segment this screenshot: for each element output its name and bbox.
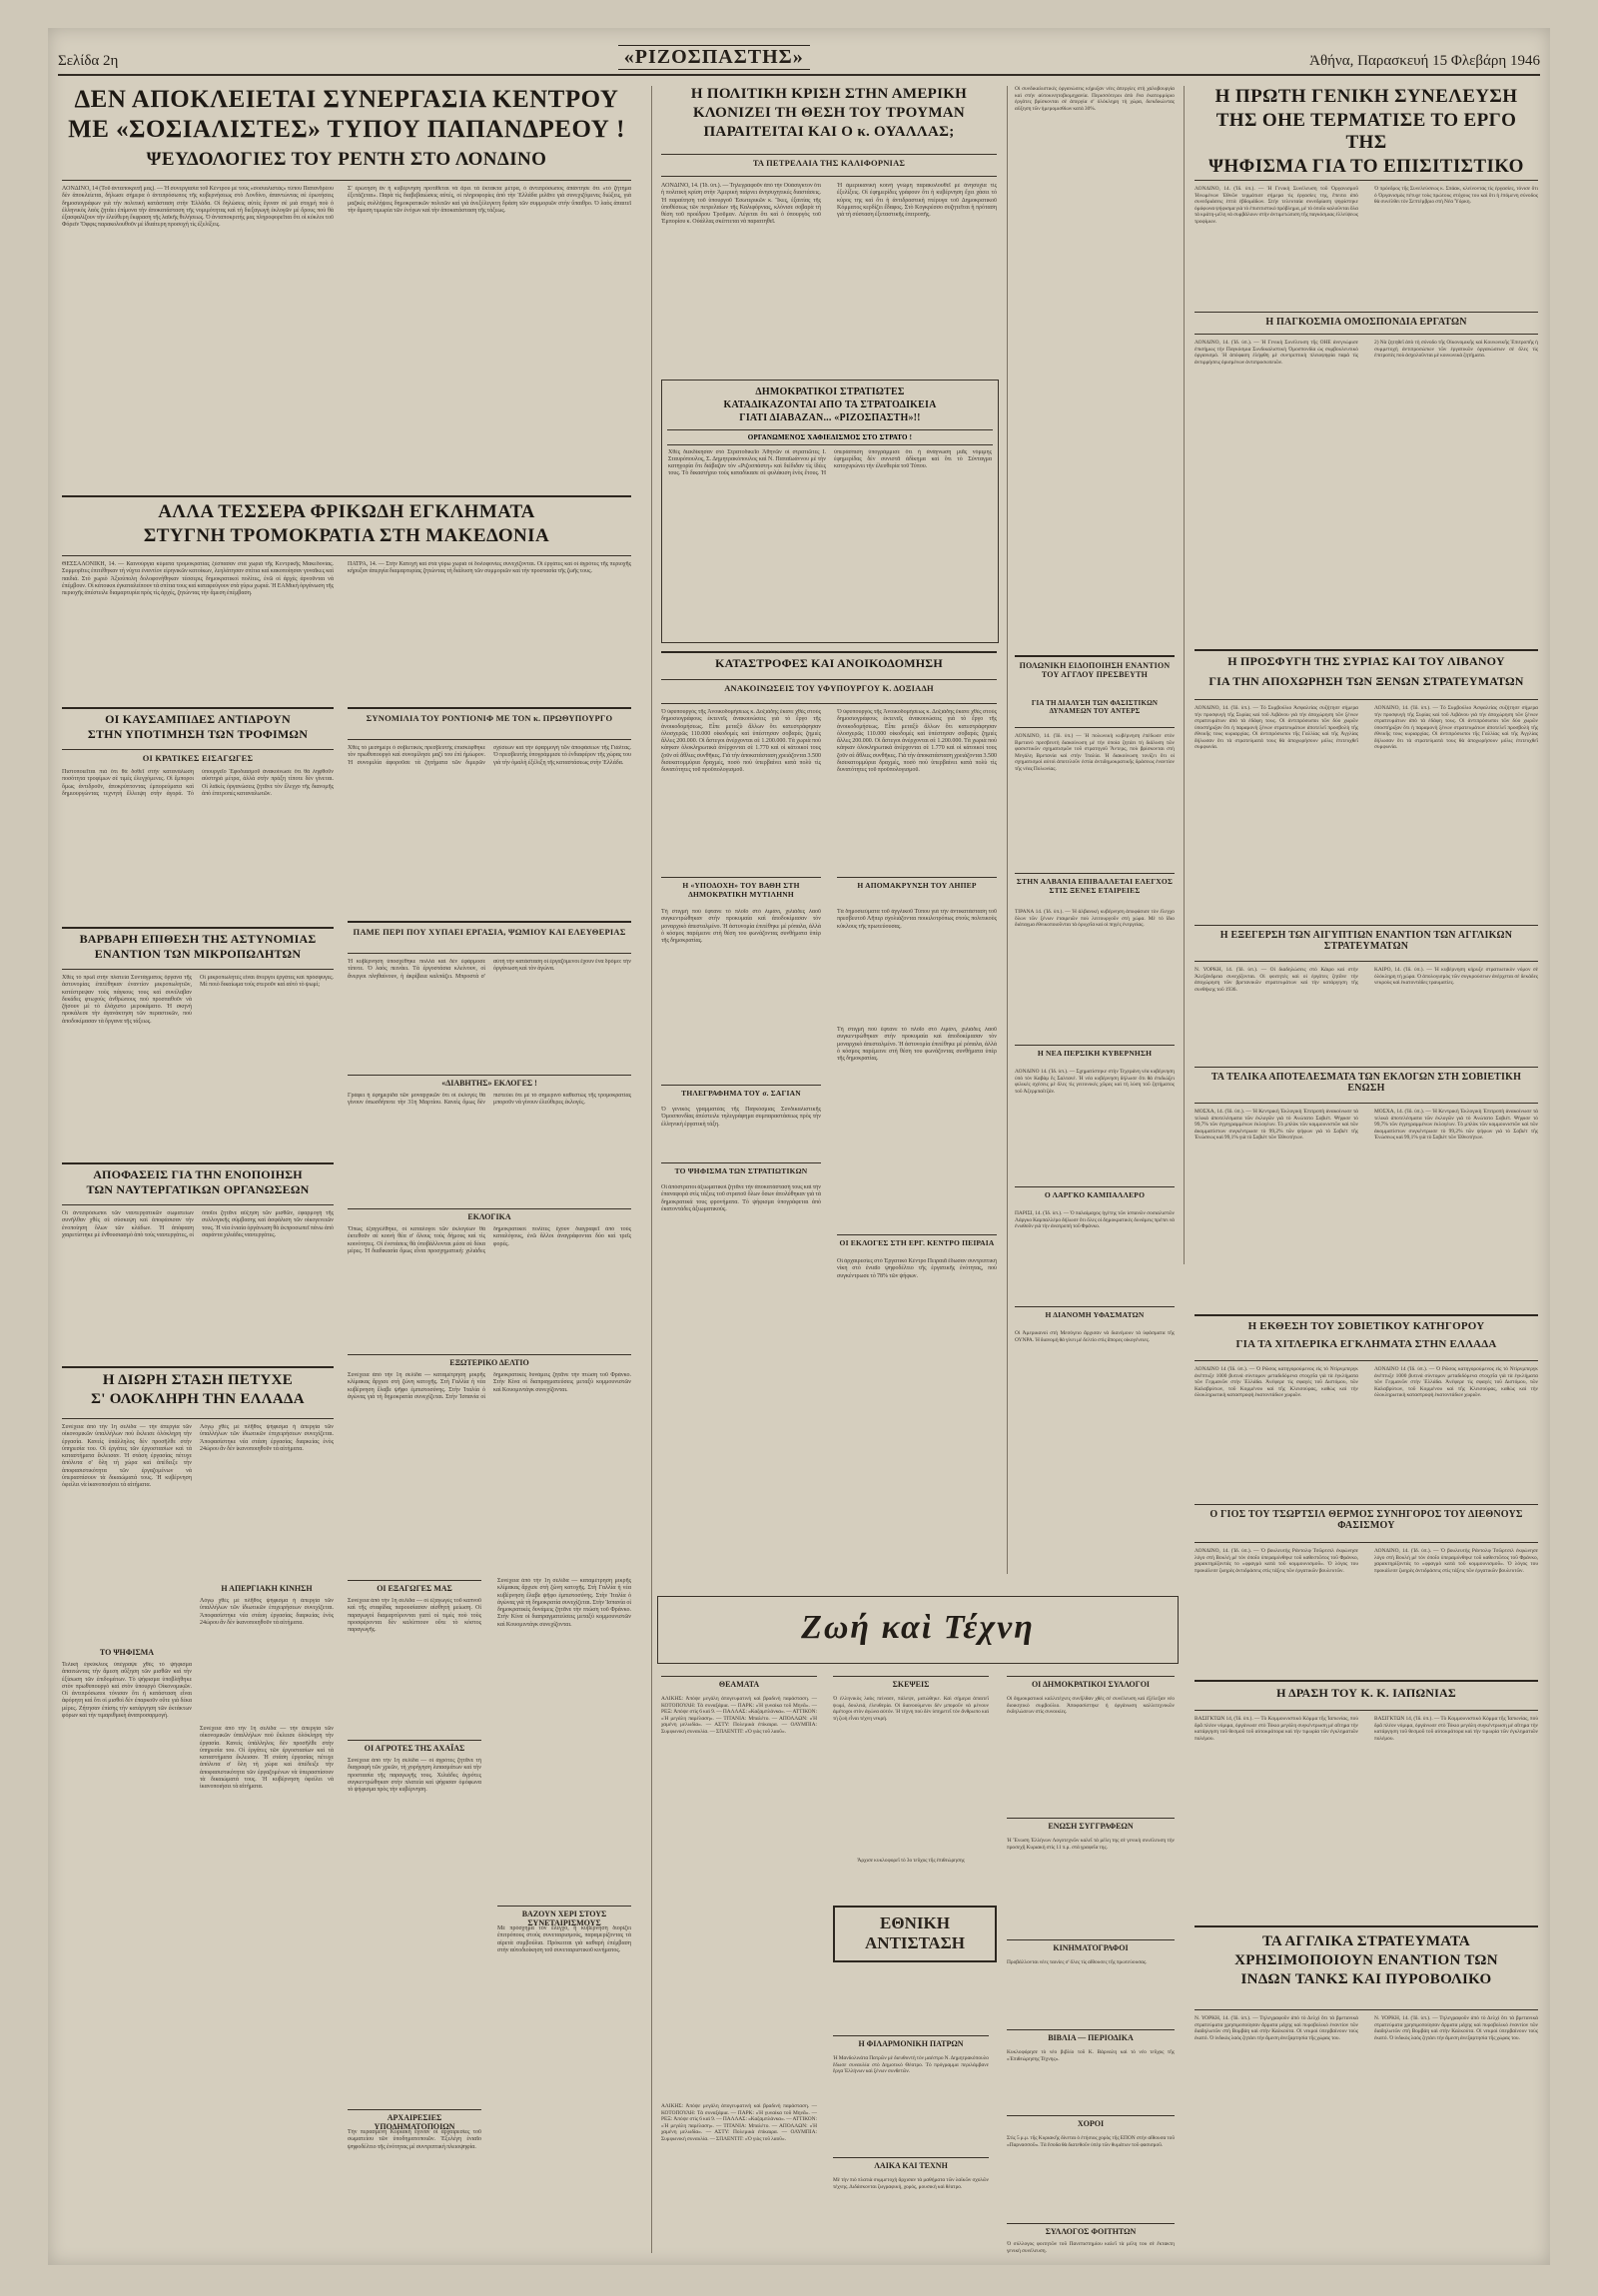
ypodoxi-text: Τὴ στιγμὴ ποὺ ἔφτανε τὸ πλοῖο στὸ λιμάνι, χιλιάδες λαοῦ συγκεντρώθηκαν στὴν προκυμαία καὶ ἀποδοκίμασαν τὸν μοναρχικὸ ἀπεσταλμένο. Ἡ ἀστυνομία ἐπιτέθηκε μὲ ρόπαλα, ἀλλὰ ὁ κόσμος παρέμεινε στὴ θέση του φωνάζοντας συνθήματα ὑπὲρ τῆς δημοκρατίας. — [661, 909, 821, 945]
apofaseis-headline-2: ΤΩΝ ΝΑΥΤΕΡΓΑΤΙΚΩΝ ΟΡΓΑΝΩΣΕΩΝ — [86, 1182, 310, 1197]
deltio-text: Συνέχεια ἀπὸ τὴν 1η σελίδα — καταμέτρηση μικρῆς κλίμακας ἄρχισε στὴ ζώνη κατοχῆς. Στὴ Γαλλία ἡ νέα κυβέρνηση ἔλαβε ψῆφο ἐμπιστοσύνης. Στὴν Ἰταλία ὁ ἀγώνας γιὰ τὴ δημοκρατία συνεχίζεται. Στὴν Ἱσπανία οἱ δημοκρατικὲς δυνάμεις ζητᾶνε τὴν πτώση τοῦ Φράνκο. Στὴν Κίνα οἱ διαπραγματεύσεις μεταξὺ κομμουνιστῶν καὶ Κουομιντάγκ συνεχίζονται. — [348, 1372, 631, 1400]
deltio-head: ΕΞΩΤΕΡΙΚΟ ΔΕΛΤΙΟ — [348, 1354, 631, 1367]
laika-head: ΛΑΙΚΑ ΚΑΙ ΤΕΧΝΗ — [833, 2157, 989, 2170]
prosfygi-head-1: Η ΠΡΟΣΦΥΓΗ ΤΗΣ ΣΥΡΙΑΣ ΚΑΙ ΤΟΥ ΛΙΒΑΝΟΥ — [1195, 649, 1538, 668]
apokir-head: Η ΑΠΟΜΑΚΡΥΝΣΗ ΤΟΥ ΛΗΠΕΡ — [837, 877, 997, 890]
psifisma-head: ΤΟ ΨΗΦΙΣΜΑ ΤΩΝ ΣΤΡΑΤΙΩΤΙΚΩΝ — [661, 1162, 821, 1175]
col4-headline-block — [661, 86, 997, 140]
katigoro-text-2: ΛΟΝΔΙΝΟ 14 (Ἰδ. ὑπ.). — Ὁ Ρῶσος κατηγορούμενος εἰς τὸ Ντίρνμπεργκ ἀνέπτυξε 1000 βυτινά σύντομον μεταδιδόμενα στοιχεῖα γιὰ τὰ ἐγκλήματα τῶν Γερμανῶν στὴν Ἑλλάδα. Ἀνέφερε τὶς σφαγὲς τοῦ Διστόμου, τῶν Καλαβρύτων, τοῦ Κομμένου καὶ τῆς Κλεισούρας, καθὼς καὶ τὴν ὁλοκληρωτικὴ καταστροφὴ ἑκατοντάδων χωριῶν. — [1374, 1366, 1538, 1398]
diori-sub1-text: Λόγῳ χθὲς μὲ πλῆθος ψήφισμα ἡ ἀπεργία τῶν ὑπαλλήλων τῶν ἰδιωτικῶν ἐπιχειρήσεων συνεχίζεται. Ἀποφασίστηκε νέα στάση ἐργασίας διαρκείας ἑνὸς 24ώρου ἂν δὲν ἱκανοποιηθοῦν τὰ αἰτήματα. — [200, 1598, 334, 1626]
ethniki-antistasi-box — [833, 1906, 997, 1962]
col4-headline-3: ΠΑΡΑΙΤΕΙΤΑΙ ΚΑΙ Ο κ. ΟΥΑΛΛΑΣ; — [703, 123, 955, 140]
dimokratikoi-head-1: ΔΗΜΟΚΡΑΤΙΚΟΙ ΣΤΡΑΤΙΩΤΕΣ — [755, 386, 905, 397]
ekloges-text: Οἱ ἀρχαιρεσίες στὸ Ἐργατικὸ Κέντρο Πειραιᾶ ἔδωσαν συντριπτικὴ νίκη στὸ ἑνιαῖο ψηφοδέλτιο τῆς ἐργατικῆς ἑνότητας, ποὺ συγκέντρωσε τὸ 78% τῶν ψήφων. — [837, 1258, 997, 1279]
ekloges-sov-head: ΤΑ ΤΕΛΙΚΑ ΑΠΟΤΕΛΕΣΜΑΤΑ ΤΩΝ ΕΚΛΟΓΩΝ ΣΤΗ ΣΟΒΙΕΤΙΚΗ ΕΝΩΣΗ — [1195, 1067, 1538, 1094]
pagkosmia-head: Η ΠΑΓΚΟΣΜΙΑ ΟΜΟΣΠΟΝΔΙΑ ΕΡΓΑΤΩΝ — [1195, 312, 1538, 328]
diori-headline-block — [62, 1372, 334, 1408]
katigoro-head-1: Η ΕΚΘΕΣΗ ΤΟΥ ΣΟΒΙΕΤΙΚΟΥ ΚΑΤΗΓΟΡΟΥ — [1195, 1314, 1538, 1332]
pagkosmia-text: ΛΟΝΔΙΝΟ, 14. (Ἰδ. ὑπ.). — Ἡ Γενικὴ Συνέλευση τῆς ΟΗΕ ἀνεγνώρισε ἐπισήμως τὴν Παγκόσμια Συνδικαλιστικὴ Ὁμοσπονδία ὡς συμβουλευτικὸ ὀργανισμό. Ἡ ἀπόφαση ἐλήφθη μὲ συντριπτικὴ πλειοψηφία παρὰ τὶς ἀντιρρήσεις ὁρισμένων ἀντιπροσωπειῶν. — [1195, 340, 1358, 366]
ethniki-note: Ἄρχισε κυκλοφορεῖ τὸ 3ο τεῦχος τῆς ἐπιθεώρησης — [857, 1858, 965, 1864]
diori-text-b: Λόγῳ χθὲς μὲ πλῆθος ψήφισμα ἡ ἀπεργία τῶν ὑπαλλήλων τῶν ἰδιωτικῶν ἐπιχειρήσεων συνεχίζεται. Ἀποφασίστηκε νέα στάση ἐργασίας διαρκείας ἑνὸς 24ώρου ἂν δὲν ἱκανοποιηθοῦν τὰ αἰτήματα. — [200, 1424, 334, 1452]
col4-headline-2: ΚΛΟΝΙΖΕΙ ΤΗ ΘΕΣΗ ΤΟΥ ΤΡΟΥΜΑΝ — [692, 104, 966, 121]
zoi-kai-texni-banner — [657, 1596, 1179, 1664]
dimokratikoi-rule-2 — [667, 444, 993, 445]
apofaseis-headline-block — [62, 1168, 334, 1197]
col4-rule-1 — [661, 154, 997, 155]
giosos-rule — [1195, 1542, 1538, 1543]
diori-text: Συνέχεια ἀπὸ τὴν 1η σελίδα — τὴν ἀπεργία τῶν οἰκονομικῶν ὑπαλλήλων ποὺ ἔκλεισε ὁλόκληρη τὴν ἐργασία. Κανεὶς ὑπάλληλος δὲν προσῆλθε στὴν ὑπηρεσία του. Οἱ ἐργάτες τῶν ἐργοστασίων καὶ τὰ καταστήματα ἔκλεισαν. Ἡ στάση ἐργασίας πέτυχε ἀπόλυτα σ' ὅλη τὴ χώρα καὶ ἀπέδειξε τὴν ἀποφασιστικότητα τῶν ἐργαζομένων νὰ ὑπερασπίσουν τὰ δικαιώματά τους. Ἡ κυβέρνηση ὀφείλει νὰ ἱκανοποιήσει τὰ αἰτήματα. — [62, 1424, 192, 1489]
anak-rule — [661, 703, 997, 704]
col4-sub: ΤΑ ΠΕΤΡΕΛΑΙΑ ΤΗΣ ΚΑΛΙΦΟΡΝΙΑΣ — [752, 158, 906, 168]
diori-sub1-head: Η ΑΠΕΡΓΙΑΚΗ ΚΙΝΗΣΗ — [221, 1584, 313, 1593]
vazoun-text: Μὲ πρόσχημα τὸν ἔλεγχο, ἡ κυβέρνηση διορίζει ἐπιτρόπους στοὺς συνεταιρισμούς, παραμερίζοντας τὰ αἱρετὰ συμβούλια. Πρόκειται γιὰ καθαρὴ ἐπέμβαση στὴν αὐτοδιοίκηση τοῦ συνεταιριστικοῦ κινήματος. — [497, 1925, 631, 1953]
diori-overflow-text: Συνέχεια ἀπὸ τὴν 1η σελίδα — τὴν ἀπεργία τῶν οἰκονομικῶν ὑπαλλήλων ποὺ ἔκλεισε ὁλόκληρη τὴν ἐργασία. Κανεὶς ὑπάλληλος δὲν προσῆλθε στὴν ὑπηρεσία του. Οἱ ἐργάτες τῶν ἐργοστασίων καὶ τὰ καταστήματα ἔκλεισαν. Ἡ στάση ἐργασίας πέτυχε ἀπόλυτα σ' ὅλη τὴ χώρα καὶ ἀπέδειξε τὴν ἀποφασιστικότητα τῶν ἐργαζομένων νὰ ὑπερασπίσουν τὰ δικαιώματά τους. Ἡ κυβέρνηση ὀφείλει νὰ ἱκανοποιήσει τὰ αἰτήματα. — [200, 1726, 334, 1791]
varvari-text-2: Οἱ μικροπωλητὲς εἶναι ἄνεργοι ἐργάτες καὶ πρόσφυγες. Μὲ ποιὸ δικαίωμα τοὺς στεροῦν καὶ αὐτὸ τὸ ψωμί; — [200, 975, 334, 989]
laika-text: Μὲ τὴν πιὸ πλατιὰ συμμετοχὴ ἄρχισαν τὰ μαθήματα τῶν λαϊκῶν σχολῶν τέχνης. Διδάσκονται ζωγραφική, χορός, μουσικὴ καὶ θέατρο. — [833, 2177, 989, 2190]
enosi-text: Ἡ Ἕνωση Ἑλλήνων Λογοτεχνῶν καλεῖ τὰ μέλη της σὲ γενικὴ συνέλευση τὴν προσεχῆ Κυριακὴ στὶς 11 π.μ. στὰ γραφεῖα της. — [1007, 1838, 1175, 1851]
diori-sub2-text: Τελικὴ ἐγκύκλιος ὑπέγραψε χθὲς τὸ ψήφισμα ἀπαιτώντας τὴν ἄμεση αὔξηση τῶν μισθῶν καὶ τὴν ἐξίσωση τῶν ἐπιδομάτων. Τὸ ψήφισμα ὑποβλήθηκε στὸν πρωθυπουργὸ καὶ στὸν ὑπουργὸ Οἰκονομικῶν. Οἱ ἀντιπρόσωποι τόνισαν ὅτι ἡ κατάσταση εἶναι ἀφόρητη καὶ ὅτι οἱ μισθοὶ δὲν ἐπαρκοῦν οὔτε γιὰ δέκα μέρες. Ζήτησαν ἐπίσης τὴν κατάργηση τῶν ἐκτάκτων φόρων καὶ τὴν τιμαριθμικὴ ἀναπροσαρμογή. — [62, 1662, 192, 1720]
ethniki-title-1: ΕΘΝΙΚΗ — [880, 1913, 950, 1932]
varvari-top-rule — [62, 927, 334, 929]
zoi-kai-texni-title: Ζωή καὶ Τέχνη — [801, 1609, 1035, 1646]
kkiaponias-text: ΒΑΣΙΓΚΤΩΝ 14, (Ἰδ. ὑπ.). — Τὸ Κομμουνιστικὸ Κόμμα τῆς Ἰαπωνίας, ποὺ δρᾶ πλέον νόμιμα, ὀργάνωσε στὸ Τόκιο μεγάλη συγκέντρωση μὲ αἴτημα τὴν κατάργηση τοῦ θεσμοῦ τοῦ αὐτοκράτορα καὶ τὴν τιμωρία τῶν ἐγκληματιῶν πολέμου. — [1195, 1716, 1358, 1742]
katastrofes-rule — [661, 679, 997, 680]
persia-head: Η ΝΕΑ ΠΕΡΣΙΚΗ ΚΥΒΕΡΝΗΣΗ — [1015, 1045, 1175, 1058]
skepseis-head: ΣΚΕΨΕΙΣ — [833, 1676, 989, 1689]
tanks-rule — [1195, 2009, 1538, 2010]
col4-text-1: ΛΟΝΔΙΝΟ, 14. (Ἰδ. ὑπ.). — Τηλεγραφοῦν ἀπὸ τὴν Οὐάσιγκτον ὅτι ἡ πολιτικὴ κρίση στὴν Ἀμερικὴ παίρνει ἀνησυχητικὲς διαστάσεις. Ἡ παραίτηση τοῦ ὑπουργοῦ Ἐσωτερικῶν κ. Ἴκες, ἐξαιτίας τῆς ὑποθέσεως τῶν πετρελαίων τῆς Καλιφόρνιας, κλόνισε σοβαρὰ τὴ θέση τοῦ προέδρου Τροῦμαν. Λέγεται ὅτι καὶ ὁ ὑπουργὸς τοῦ Ἐμπορίου κ. Οὐάλλας σκέπτεται νὰ παραιτηθεῖ. — [661, 183, 821, 226]
ekloges-sov-text: ΜΟΣΧΑ, 14. (Ἰδ. ὑπ.). — Ἡ Κεντρικὴ Ἐκλογικὴ Ἐπιτροπὴ ἀνακοίνωσε τὰ τελικὰ ἀποτελέσματα τῶν ἐκλογῶν γιὰ τὸ Ἀνώτατο Σοβιέτ. Ψήφισε τὸ 99,7% τῶν ἐγγεγραμμένων ἐκλογέων. Τὸ μπλὸκ τῶν κομμουνιστῶν καὶ τῶν ἀκομματίστων συγκέντρωσε τὸ 99,2% τῶν ψήφων γιὰ τὸ Σοβιὲτ τῆς Ἑνώσεως καὶ 99,1% γιὰ τὸ Σοβιὲτ τῶν Ἐθνοτήτων. — [1195, 1109, 1358, 1141]
col7-headline-2: ΤΗΣ ΟΗΕ ΤΕΡΜΑΤΙΣΕ ΤΟ ΕΡΓΟ ΤΗΣ — [1215, 110, 1517, 153]
diori-rule — [62, 1418, 334, 1419]
tanks-text: Ν. ΥΟΡΚΗ, 14. (Ἰδ. ὑπ.). — Τηλεγραφοῦν ἀπὸ τὸ Δελχὶ ὅτι τὰ βρετανικὰ στρατεύματα χρησιμοποίησαν ἅρματα μάχης καὶ πυροβολικὸ ἐναντίον τῶν διαδηλωτῶν στὴ Βομβάη καὶ στὴν Καλκούτα. Οἱ νεκροὶ ὑπερβαίνουν τοὺς ἑκατό. Ὁ ἰνδικὸς λαὸς ζητάει τὴν ἄμεση ἀνεξαρτησία τῆς χώρας του. — [1195, 2015, 1358, 2041]
alvania-head: ΣΤΗΝ ΑΛΒΑΝΙΑ ΕΠΙΒΑΛΛΕΤΑΙ ΕΛΕΓΧΟΣ ΣΤΙΣ ΞΕΝΕΣ ΕΤΑΙΡΕΙΕΣ — [1015, 873, 1175, 895]
varvari-headline-1: ΒΑΡΒΑΡΗ ΕΠΙΘΕΣΗ ΤΗΣ ΑΣΤΥΝΟΜΙΑΣ — [79, 932, 317, 946]
arxaireis-head: ΑΡΧΑΙΡΕΣΙΕΣ ΥΠΟΔΗΜΑΤΟΠΟΙΩΝ — [348, 2109, 481, 2131]
pame-top-rule — [348, 921, 631, 923]
pame-text: Ἡ κυβέρνηση ὑποσχέθηκε πολλὰ καὶ δὲν ἐφάρμοσε τίποτε. Ὁ λαὸς πεινάει. Τὰ ἐργοστάσια κλείνουν, οἱ ἄνεργοι πληθαίνουν, ἡ ἀκρίβεια καλπάζει. Μπροστὰ σ' αὐτὴ τὴν κατάσταση οἱ ἐργαζόμενοι ἔχουν ἕνα δρόμο: τὴν ὀργάνωση καὶ τὸν ἀγώνα. — [348, 959, 631, 980]
ekloges-head: ΟΙ ΕΚΛΟΓΕΣ ΣΤΗ ΕΡΓ. ΚΕΝΤΡΟ ΠΕΙΡΑΙΑ — [837, 1234, 997, 1247]
paper-name: «ΡΙΖΟΣΠΑΣΤΗΣ» — [618, 45, 810, 70]
egypt-head: Η ΕΞΕΓΕΡΣΗ ΤΩΝ ΑΙΓΥΠΤΙΩΝ ΕΝΑΝΤΙΟΝ ΤΩΝ ΑΓΓΛΙΚΩΝ ΣΤΡΑΤΕΥΜΑΤΩΝ — [1195, 925, 1538, 952]
alla-top-rule — [62, 495, 631, 497]
theamata-head: ΘΕΑΜΑΤΑ — [661, 1676, 817, 1689]
xoroi-text: Στὶς 5 μ.μ. τῆς Κυριακῆς δίνεται ὁ ἐτήσιος χορὸς τῆς ΕΠΟΝ στὴν αἴθουσα τοῦ «Παρνασσοῦ». Τὰ ἔσοδα θὰ διατεθοῦν ὑπὲρ τῶν θυμάτων τοῦ φασισμοῦ. — [1007, 2135, 1175, 2148]
theamata-text: ΑΛΙΚΗΣ: Ἀπόψε μεγάλη ἀπογευματινὴ καὶ βραδινὴ παράσταση. — ΚΟΤΟΠΟΥΛΗ: Τὰ συναξάρια. — ΠΑΡΚ: «Ἡ γυναίκα τοῦ Μηνᾶ». — ΡΕΞ: Ἀπόψε στὶς 6 καὶ 9. — ΠΑΛΛΑΣ: «Καζαμπλάνκα». — ΑΤΤΙΚΟΝ: «Ἡ μεγάλη παρέλαση». — ΤΙΤΑΝΙΑ: Μπαλέτο. — ΑΠΟΛΛΩΝ: «Ἡ χαμένη μελωδία». — ΑΣΤΥ: Πολεμικὰ ἐπίκαιρα. — ΟΛΥΜΠΙΑ: Συμφωνικὴ συναυλία. — ΣΠΛΕΝΤΙΤ: «Ὁ γιὸς τοῦ λαοῦ». — [661, 1696, 817, 1735]
eklogika-head: ΕΚΛΟΓΙΚΑ — [348, 1208, 631, 1221]
symmaxia-text: Χθὲς τὸ μεσημέρι ὁ σοβιετικὸς πρεσβευτὴς ἐπισκέφθηκε τὸν πρωθυπουργὸ καὶ συνομίλησε μαζί του ἐπὶ ἡμίωρον. Ἡ συνομιλία ἀφοροῦσε τὰ ζητήματα τῶν διμερῶν σχέσεων καὶ τὴν ἐφαρμογὴ τῶν ἀποφάσεων τῆς Γιάλτας. Ὁ πρεσβευτὴς ὑπογράμμισε τὸ ἐνδιαφέρον τῆς χώρας του γιὰ τὴν ὁμαλὴ ἐξέλιξη τῆς καταστάσεως στὴν Ἑλλάδα. — [348, 745, 631, 766]
col5-right-filler: Τὴ στιγμὴ ποὺ ἔφτανε τὸ πλοῖο στὸ λιμάνι, χιλιάδες λαοῦ συγκεντρώθηκαν στὴν προκυμαία καὶ ἀποδοκίμασαν τὸν μοναρχικὸ ἀπεσταλμένο. Ἡ ἀστυνομία ἐπιτέθηκε μὲ ρόπαλα, ἀλλὰ ὁ κόσμος παρέμεινε στὴ θέση του φωνάζοντας συνθήματα ὑπὲρ τῆς δημοκρατίας. — [837, 1027, 997, 1063]
col4-rule-2 — [661, 176, 997, 177]
alla-rule — [62, 555, 631, 556]
persia-text: ΛΟΝΔΙΝΟ 14. (Ἰδ. ὑπ.). — Σχηματίστηκε στὴν Τεχεράνη νέα κυβέρνηση ὑπὸ τὸν Καβὰμ ἒς Σαλτανέ. Ἡ νέα κυβέρνηση δήλωσε ὅτι θὰ ἐπιδιώξει φιλικὲς σχέσεις μὲ ὅλες τὶς γειτονικὲς χῶρες καὶ τὴ λύση τοῦ ζητήματος τοῦ Ἀζερμπαϊτζάν. — [1015, 1069, 1175, 1095]
dimokratikoi-box — [661, 380, 999, 643]
alla-headline-2: ΣΤΥΓΝΗ ΤΡΟΜΟΚΡΑΤΙΑ ΣΤΗ ΜΑΚΕΔΟΝΙΑ — [143, 525, 550, 547]
exagoges-head: ΟΙ ΕΞΑΓΩΓΕΣ ΜΑΣ — [348, 1580, 481, 1593]
exagoges-text: Συνέχεια ἀπὸ τὴν 1η σελίδα — οἱ ἐξαγωγὲς τοῦ καπνοῦ καὶ τῆς σταφίδας παρουσίασαν αἰσθητὴ μείωση. Οἱ παραγωγοὶ διαμαρτύρονται γιατὶ οἱ τιμὲς ποὺ τοὺς προσφέρονται δὲν καλύπτουν οὔτε τὸ κόστος παραγωγῆς. — [348, 1598, 481, 1634]
dimokratikos-syllogos-text: Οἱ δημοκρατικοὶ καλλιτέχνες συνῆλθαν χθὲς σὲ συνέλευση καὶ ἐξέλεξαν νέο διοικητικὸ συμβούλιο. Ἀποφασίστηκε ἡ ὀργάνωση καλλιτεχνικῶν ἐκδηλώσεων στὶς συνοικίες. — [1007, 1696, 1175, 1715]
katastrofes-text-2: Ὁ ὑφυπουργὸς τῆς Ἀνοικοδομήσεως κ. Δοξιάδης ἔκανε χθὲς στοὺς δημοσιογράφους ἐκτενεῖς ἀνακοινώσεις γιὰ τὸ ἔργο τῆς ἀνοικοδομήσεως. Εἶπε μεταξὺ ἄλλων ὅτι κατεστράφησαν ὁλοσχερῶς 110.000 οἰκοδομὲς καὶ ὑπέστησαν σοβαρὲς ζημιὲς ἄλλες 200.000. Οἱ ἄστεγοι ἀνέρχονται σὲ 1.200.000. Τὰ χωριὰ ποὺ κάηκαν ὁλοκληρωτικὰ ἀνέρχονται σὲ 1.770 καὶ οἱ κάτοικοί τους ζοῦν σὲ ἄθλιες συνθῆκες. Γιὰ τὴν ἀποκατάσταση χρειάζονται 3.500 δισεκατομμύρια δραχμές, ποσὸ ποὺ ὑπερβαίνει κατὰ πολὺ τὶς δυνατότητες τοῦ προϋπολογισμοῦ. — [837, 709, 997, 774]
col4-headline-1: Η ΠΟΛΙΤΙΚΗ ΚΡΙΣΗ ΣΤΗΝ ΑΜΕΡΙΚΗ — [690, 86, 968, 102]
varvari-headline-2: ΕΝΑΝΤΙΟΝ ΤΩΝ ΜΙΚΡΟΠΩΛΗΤΩΝ — [94, 947, 302, 962]
col3-right-text-a: Συνέχεια ἀπὸ τὴν 1η σελίδα — καταμέτρηση μικρῆς κλίμακας ἄρχισε στὴ ζώνη κατοχῆς. Στὴ Γαλλία ἡ νέα κυβέρνηση ἔλαβε ψῆφο ἐμπιστοσύνης. Στὴν Ἰταλία ὁ ἀγώνας γιὰ τὴ δημοκρατία συνεχίζεται. Στὴν Ἱσπανία οἱ δημοκρατικὲς δυνάμεις ζητᾶνε τὴν πτώση τοῦ Φράνκο. Στὴν Κίνα οἱ διαπραγματεύσεις μεταξὺ κομμουνιστῶν καὶ Κουομιντάγκ συνεχίζονται. — [497, 1578, 631, 1628]
diori-headline-1: Η ΔΙΩΡΗ ΣΤΑΣΗ ΠΕΤΥΧΕ — [102, 1372, 294, 1388]
egypt-text-2: ΚΑΪΡΟ, 14. (Ἰδ. ὑπ.). — Ἡ κυβέρνηση κήρυξε στρατιωτικὸν νόμον σὲ ὁλόκληρη τὴ χώρα. Ὁ ἀπολογισμὸς τῶν συγκρούσεων ἀνέρχεται σὲ δεκάδες νεκροὺς καὶ ἑκατοντάδες τραυματίες. — [1374, 967, 1538, 986]
diori-sub2-head: ΤΟ ΨΗΦΙΣΜΑ — [99, 1648, 155, 1657]
dianomi-text: Οἱ Ἀμερικανοὶ στὴ Μεσόγειο ἄρχισαν νὰ διανέμουν τὰ ὑφάσματα τῆς ΟΥΝΡΑ. Ἡ διανομὴ θὰ γίνει μὲ δελτίο στὶς ἄπορες οἰκογένειες. — [1015, 1330, 1175, 1343]
pagkosmia-text-2: 2) Νὰ ζητηθεῖ ἀπὸ τὴ σύνοδο τῆς Οἰκονομικῆς καὶ Κοινωνικῆς Ἐπιτροπῆς ἡ συμμετοχὴ ἀντιπροσώπων τῶν ἐργατικῶν ὀργανώσεων σὲ ὅλες τὶς ἐπιτροπὲς ποὺ ἀσχολοῦνται μὲ κοινωνικὰ ζητήματα. — [1374, 340, 1538, 359]
filarmoniki-head: Η ΦΙΛΑΡΜΟΝΙΚΗ ΠΑΤΡΩΝ — [833, 2035, 989, 2048]
lead-headline-3: ΨΕΥΔΟΛΟΓΙΕΣ ΤΟΥ ΡΕΝΤΗ ΣΤΟ ΛΟΝΔΙΝΟ — [146, 149, 547, 170]
tanks-headline-block — [1195, 1925, 1538, 1987]
pame-rule — [348, 953, 631, 954]
col7-rule — [1195, 180, 1538, 181]
kkiaponias-head: Η ΔΡΑΣΗ ΤΟΥ Κ. Κ. ΙΑΠΩΝΙΑΣ — [1195, 1680, 1538, 1700]
masthead — [58, 40, 1540, 70]
pame-head: ΠΑΜΕ ΠΕΡΙ ΠΟΥ ΧΥΠΑΕΙ ΕΡΓΑΣΙΑ, ΨΩΜΙΟΥ ΚΑΙ ΕΛΕΥΘΕΡΙΑΣ — [353, 927, 626, 937]
dianomi-head: Η ΔΙΑΝΟΜΗ ΥΦΑΣΜΑΤΩΝ — [1015, 1306, 1175, 1319]
prosfygi-text-2: ΛΟΝΔΙΝΟ, 14. (Ἰδ. ὑπ.). — Τὸ Συμβούλιο Ἀσφαλείας συζήτησε σήμερα τὴν προσφυγὴ τῆς Συρίας καὶ τοῦ Λιβάνου γιὰ τὴν ἀποχώρηση τῶν ξένων στρατευμάτων ἀπὸ τὰ ἐδάφη τους. Οἱ ἀντιπρόσωποι τῶν δύο χωρῶν ὑποστήριξαν ὅτι ἡ παραμονὴ ξένων στρατευμάτων ἀποτελεῖ προσβολὴ τῆς ἐθνικῆς τους κυριαρχίας. Οἱ ἀντιπρόσωποι τῆς Γαλλίας καὶ τῆς Ἀγγλίας δήλωσαν ὅτι τὰ στρατεύματά τους θὰ ἀποχωρήσουν μόλις ἐπιτευχθεῖ συμφωνία. — [1374, 705, 1538, 750]
syllogos-text: Ὁ σύλλογος φοιτητῶν τοῦ Πανεπιστημίου καλεῖ τὰ μέλη του σὲ ἔκτακτη γενικὴ συνέλευση. — [1007, 2241, 1175, 2254]
aroutes-head: ΟΙ ΑΓΡΟΤΕΣ ΤΗΣ ΑΧΑΪΑΣ — [348, 1740, 481, 1753]
prosfygi-head-2: ΓΙΑ ΤΗΝ ΑΠΟΧΩΡΗΣΗ ΤΩΝ ΞΕΝΩΝ ΣΤΡΑΤΕΥΜΑΤΩΝ — [1208, 674, 1524, 688]
col7-text-1: ΛΟΝΔΙΝΟ, 14. (Ἰδ. ὑπ.). — Ἡ Γενικὴ Συνέλευση τοῦ Ὀργανισμοῦ Ἡνωμένων Ἐθνῶν τερμάτισε σήμερα τὶς ἐργασίες της, ἔπειτα ἀπὸ συνεδριάσεις ἑπτὰ ἑβδομάδων. Στὴν τελευταία συνεδρίαση ψηφίστηκε ὁμόφωνα ψήφισμα γιὰ τὸ ἐπισιτιστικὸ πρόβλημα, μὲ τὸ ὁποῖο καλοῦνται ὅλα τὰ κράτη-μέλη νὰ συμβάλουν στὴν ἀντιμετώπιση τῆς παγκόσμιας ἐλλείψεως τροφίμων. — [1195, 186, 1358, 225]
kafka-rule — [62, 749, 334, 750]
kafka-headline-1: ΟΙ ΚΑΥΣΑΜΠΙΔΕΣ ΑΝΤΙΔΡΟΥΝ — [105, 712, 291, 726]
pagkosmia-rule — [1195, 334, 1538, 335]
katigoro-rule — [1195, 1360, 1538, 1361]
page-label: Σελίδα 2η — [58, 53, 119, 69]
vivlia-head: ΒΙΒΛΙΑ — ΠΕΡΙΟΔΙΚΑ — [1007, 2029, 1175, 2042]
col7-text-2: Ὁ πρόεδρος τῆς Συνελεύσεως κ. Σπάακ, κλείνοντας τὶς ἐργασίες, τόνισε ὅτι ὁ Ὀργανισμὸς πέτυχε τοὺς πρώτους στόχους του καὶ ὅτι ἡ ἑπόμενη σύνοδος θὰ συνέλθει τὸν Σεπτέμβριο στὴ Νέα Ὑόρκη. — [1374, 186, 1538, 205]
dimokratikoi-rule — [667, 429, 993, 430]
vivlia-text: Κυκλοφόρησε τὸ νέο βιβλίο τοῦ Κ. Βάρναλη καὶ τὸ νέο τεῦχος τῆς «Ἐπιθεώρησης Τέχνης». — [1007, 2049, 1175, 2062]
lead-text-col2: Σ' ἐρώτηση ἂν ἡ κυβέρνηση προτίθεται νὰ ἄρει τὰ ἔκτακτα μέτρα, ὁ ἀντιπρόσωπος ἀπάντησε ὅτι «τὸ ζήτημα ἐξετάζεται». Παρὰ τὶς διαβεβαιώσεις αὐτές, οἱ πληροφορίες ἀπὸ τὴν Ἑλλάδα μιλᾶνε γιὰ συνεχιζόμενες διώξεις, γιὰ μαζικὲς συλλήψεις δημοκρατικῶν πολιτῶν καὶ γιὰ ἀνεξέλεγκτη δράση τῶν συμμοριῶν στὴν ὕπαιθρο. Ὁ λαὸς ἀπαιτεῖ τὴν ἄμεση τιμωρία τῶν ἐνόχων καὶ τὴν ἀποκατάσταση τῆς τάξεως. — [348, 186, 631, 214]
kafka-text: Πιστοποιεῖται πιὰ ὅτι θὰ δοθεῖ στὴν κατανάλωση ποσότητα τροφίμων σὲ τιμὲς ἐλεγχόμενες. Οἱ ἔμποροι ὅμως ἀντιδροῦν, ἀποκρύπτοντας ἐμπορεύματα καὶ δημιουργώντας τεχνητὴ ἔλλειψη στὴν ἀγορά. Τὸ ὑπουργεῖο Ἐφοδιασμοῦ ἀνακοίνωσε ὅτι θὰ ληφθοῦν αὐστηρὰ μέτρα, ἀλλὰ στὴν πράξη τίποτε δὲν γίνεται. Οἱ λαϊκὲς ὀργανώσεις ζητᾶνε τὸν ἔλεγχο τῆς διανομῆς ἀπὸ ἐπιτροπὲς καταναλωτῶν. — [62, 769, 334, 797]
kafka-headline-2: ΣΤΗΝ ΥΠΟΤΙΜΗΣΗ ΤΩΝ ΤΡΟΦΙΜΩΝ — [87, 727, 309, 742]
lead-text-col1: ΛΟΝΔΙΝΟ, 14 (Τοῦ ἀνταποκριτῆ μας). — Ἡ συνεργασία τοῦ Κέντρου μὲ τοὺς «σοσιαλιστὰς» τύπου Παπανδρέου δὲν ἀποκλείεται, δήλωσε σήμερα ὁ ἀντιπρόσωπος τῆς κυβερνήσεως στὸ Λονδίνο, ἀπαντώντας σὲ ἐρωτήσεις δημοσιογράφων γιὰ τὴν πολιτικὴ κατάσταση στὴν Ἑλλάδα. Οἱ δηλώσεις αὐτὲς ἔγιναν σὲ μιὰ στιγμὴ ποὺ ὁ ἑλληνικὸς λαὸς ζητάει ἐπίμονα τὴν ἀποκατάσταση τῆς νομιμότητας καὶ τὴ διεξαγωγὴ ἐκλογῶν μὲ ὅρους ποὺ θὰ ἐξασφαλίζουν τὴν ἐλεύθερη ἔκφραση τῆς λαϊκῆς θελήσεως. Ὁ ἀνταποκριτής μας πληροφορεῖται ὅτι οἱ κύκλοι τοῦ Φόρεϊν Ὄφφις παρακολουθοῦν μὲ ἰδιαίτερη προσοχὴ τὶς ἐξελίξεις. — [62, 186, 334, 229]
arxaireis-text: Τὴν περασμένη Κυριακὴ ἔγιναν οἱ ἀρχαιρεσίες τοῦ σωματείου τῶν ὑποδηματοποιῶν. Ἐξελέγη ἑνιαῖο ψηφοδέλτιο τῆς ἑνότητας μὲ συντριπτικὴ πλειοψηφία. — [348, 2129, 481, 2150]
dimokratikos-syllogos-head: ΟΙ ΔΗΜΟΚΡΑΤΙΚΟΙ ΣΥΛΛΟΓΟΙ — [1007, 1676, 1175, 1689]
column-divider-2 — [1007, 86, 1008, 1574]
alvania-text: ΤΙΡΑΝΑ 14. (Ἰδ. ὑπ.). — Ἡ ἀλβανικὴ κυβέρνηση ἀποφάσισε τὸν ἔλεγχο ὅλων τῶν ξένων ἑταιρειῶν ποὺ λειτουργοῦν στὴ χώρα. Μὲ τὸ ἴδιο διάταγμα ἐθνικοποιοῦνται τὰ ὀρυχεῖα καὶ οἱ πηγὲς ἐνεργείας. — [1015, 909, 1175, 928]
dimokratikoi-sub: ΟΡΓΑΝΩΜΕΝΟΣ ΧΑΦΙΕΔΙΣΜΟΣ ΣΤΟ ΣΤΡΑΤΟ ! — [747, 432, 913, 441]
col7-headline-1: Η ΠΡΩΤΗ ΓΕΝΙΚΗ ΣΥΝΕΛΕΥΣΗ — [1214, 86, 1518, 107]
col3-top-rule — [348, 707, 631, 709]
kkiaponias-text-2: ΒΑΣΙΓΚΤΩΝ 14, (Ἰδ. ὑπ.). — Τὸ Κομμουνιστικὸ Κόμμα τῆς Ἰαπωνίας, ποὺ δρᾶ πλέον νόμιμα, ὀργάνωσε στὸ Τόκιο μεγάλη συγκέντρωση μὲ αἴτημα τὴν κατάργηση τοῦ θεσμοῦ τοῦ αὐτοκράτορα καὶ τὴν τιμωρία τῶν ἐγκληματιῶν πολέμου. — [1374, 1716, 1538, 1742]
poloniki-sub: ΓΙΑ ΤΗ ΔΙΑΛΥΣΗ ΤΩΝ ΦΑΣΙΣΤΙΚΩΝ ΔΥΝΑΜΕΩΝ ΤΟΥ ΑΝΤΕΡΣ — [1031, 699, 1159, 715]
tilef-text: Ὁ γενικὸς γραμματέας τῆς Παγκόσμιας Συνδικαλιστικῆς Ὁμοσπονδίας ἀπέστειλε τηλεγράφημα συμπαραστάσεως πρὸς τὴν ἑλληνικὴ ἐργατικὴ τάξη. — [661, 1107, 821, 1128]
dimokratikoi-text: Χθὲς διεκδίκησαν στὸ Στρατοδικεῖο Ἀθηνῶν οἱ στρατιῶτες Ι. Σταυρόπουλος, Σ. Δημητρακόπουλος καὶ Ν. Παπαϊωάννου μὲ τὴν κατηγορία ὅτι διάβαζαν τὸν «Ριζοσπάστη» καὶ διέδιδαν τὶς ἰδέες τους. Τὸ δικαστήριο τοὺς καταδίκασε σὲ φυλάκιση ἑνὸς ἔτους. Ἡ ὑπεράσπιση ὑπογράμμισε ὅτι ἡ ἀνάγνωση μιᾶς νόμιμης ἐφημερίδας δὲν συνιστᾶ ἀδίκημα καὶ ὅτι τὸ Σύνταγμα κατοχυρώνει τὴν ἐλευθερία τοῦ Τύπου. — [668, 448, 992, 477]
prosfygi-rule — [1195, 699, 1538, 700]
eklogika-text: Ὅπως ἐξαγγέλθηκε, οἱ καταλογοι τῶν ἐκλογέων θὰ ἐκτεθοῦν σὲ κοινὴ θέα σ' ὅλους τοὺς δήμους καὶ τὶς κοινότητες. Οἱ ἐνστάσεις θὰ ὑποβάλλονται μέσα σὲ δέκα μέρες. Ἡ διαδικασία ὅμως εἶναι προσχηματική: χιλιάδες δημοκρατικοὶ πολίτες ἔχουν διαγραφεῖ ἀπὸ τοὺς καταλόγους, ἐνῶ ἄλλοι ἀναγράφονται δύο καὶ τρεῖς φορές. — [348, 1226, 631, 1254]
poloniki-head: ΠΟΛΩΝΙΚΗ ΕΙΔΟΠΟΙΗΣΗ ΕΝΑΝΤΙΟΝ ΤΟΥ ΑΓΓΛΟΥ ΠΡΕΣΒΕΥΤΗ — [1015, 655, 1175, 679]
col4-text-2: Ἡ ἀμερικανικὴ κοινὴ γνώμη παρακολουθεῖ μὲ ἀνησυχία τὶς ἐξελίξεις. Οἱ ἐφημερίδες γράφουν ὅτι ἡ κυβέρνηση ἔχει χάσει τὸ κύρος της καὶ ὅτι ἡ ἀντιδραστικὴ πτέρυγα τοῦ Δημοκρατικοῦ Κόμματος κερδίζει ἔδαφος. Στὸ Κογκρέσσο συζητεῖται ἡ πρόταση γιὰ τὴ σύσταση ἐξεταστικῆς ἐπιτροπῆς. — [837, 183, 997, 219]
col7-headline-3: ΨΗΦΙΣΜΑ ΓΙΑ ΤΟ ΕΠΙΣΙΤΙΣΤΙΚΟ — [1208, 155, 1524, 177]
varvari-text-1: Χθὲς τὸ πρωῒ στὴν πλατεία Συντάγματος ὄργανα τῆς ἀστυνομίας ἐπιτέθηκαν ἐναντίον μικροπωλητῶν, κατέστρεψαν τοὺς πάγκους τους καὶ συνέλαβαν δεκάδες φτωχοὺς ἀνθρώπους ποὺ προσπαθοῦν νὰ ζήσουν μὲ τὸ ἐλάχιστο μεροκάματο. Ἡ σκηνὴ προκάλεσε τὴν ἀγανάκτηση τῶν περαστικῶν, ποὺ ἀποδοκίμασαν τὰ ὄργανα τῆς τάξεως. — [62, 975, 192, 1025]
kafka-top-rule — [62, 707, 334, 709]
skepseis-text: Ὁ ἑλληνικὸς λαὸς πείνασε, πάλεψε, ματώθηκε. Καὶ σήμερα ἀπαιτεῖ ψωμί, δουλειά, ἐλευθερία. Οἱ διανοούμενοι δὲν μποροῦν νὰ μένουν ἀμέτοχοι στὸν ἀγώνα αὐτόν. Ἡ τέχνη ποὺ δὲν ὑπηρετεῖ τὸν ἄνθρωπο καὶ τὴ ζωὴ εἶναι τέχνη νεκρή. — [833, 1696, 989, 1722]
lead-headline-2: ΜΕ «ΣΟΣΙΑΛΙΣΤΕΣ» ΤΥΠΟΥ ΠΑΠΑΝΔΡΕΟΥ ! — [68, 116, 625, 143]
column-divider-3 — [1184, 86, 1185, 1264]
alla-headline-1: ΑΛΛΑ ΤΕΣΣΕΡΑ ΦΡΙΚΩΔΗ ΕΓΚΛΗΜΑΤΑ — [158, 501, 535, 522]
alla-headline-block — [62, 501, 631, 547]
psifisma-text: Οἱ ἀπόστρατοι ἀξιωματικοὶ ζητᾶνε τὴν ἀποκατάστασή τους καὶ τὴν ἐπαναφορὰ στὶς τάξεις τοῦ στρατοῦ ὅλων ὅσων ἀπολύθηκαν γιὰ τὰ δημοκρατικά τους φρονήματα. Τὸ ψήφισμα ὑπογράφεται ἀπὸ ἑκατοντάδες ἀξιωματικούς. — [661, 1184, 821, 1212]
kafka-headline-block — [62, 713, 334, 742]
enosi-head: ΕΝΩΣΗ ΣΥΓΓΡΑΦΕΩΝ — [1007, 1818, 1175, 1831]
giosos-head: Ο ΓΙΟΣ ΤΟΥ ΤΣΩΡΤΣΙΛ ΘΕΡΜΟΣ ΣΥΝΗΓΟΡΟΣ ΤΟΥ ΔΙΕΘΝΟΥΣ ΦΑΣΙΣΜΟΥ — [1195, 1504, 1538, 1531]
kkiaponias-rule — [1195, 1710, 1538, 1711]
tanks-head-2: ΧΡΗΣΙΜΟΠΟΙΟΥΝ ΕΝΑΝΤΙΟΝ ΤΩΝ — [1234, 1951, 1498, 1968]
lead-rule — [62, 180, 631, 181]
tilef-head: ΤΗΛΕΓΡΑΦΗΜΑ ΤΟΥ σ. ΣΑΓΙΑΝ — [661, 1085, 821, 1098]
col7-headline-block — [1195, 86, 1538, 177]
col6-top-text: Οἱ συνδικαλιστικὲς ὀργανώσεις κήρυξαν νέες ἀπεργίες στὴ χαλυβουργία καὶ στὴν αὐτοκινητοβιομηχανία. Περισσότεροι ἀπὸ ἕνα ἑκατομμύριο ἐργάτες βρίσκονται σὲ ἀπεργία σ' ὁλόκληρη τὴ χώρα, διεκδικώντας αὔξηση τῶν ἡμερομισθίων κατὰ 30%. — [1015, 86, 1175, 112]
apokir-text: Τὰ δημοσιεύματα τοῦ ἀγγλικοῦ Τύπου γιὰ τὴν ἀντικατάσταση τοῦ πρεσβευτοῦ Λῆπερ σχολιάζονται ποικιλοτρόπως στοὺς πολιτικοὺς κύκλους τῆς πρωτεύουσας. — [837, 909, 997, 930]
katigoro-head-2: ΓΙΑ ΤΑ ΧΙΤΛΕΡΙΚΑ ΕΓΚΛΗΜΑΤΑ ΣΤΗΝ ΕΛΛΑΔΑ — [1235, 1338, 1497, 1350]
varvari-headline-block — [62, 933, 334, 962]
symmaxia-rule — [348, 739, 631, 740]
column-divider-1 — [651, 86, 652, 2253]
kinimata-text: Προβάλλονται νέες ταινίες σ' ὅλες τὶς αἴθουσες τῆς πρωτεύουσας. — [1007, 1959, 1148, 1965]
poloniki-text: ΛΟΝΔΙΝΟ, 14. (Ἰδ. ὑπ.) — Ἡ πολωνικὴ κυβέρνηση ἐπέδωσε στὸν Βρετανὸ πρεσβευτὴ διακοίνωση μὲ τὴν ὁποία ζητάει τὴ διάλυση τῶν φασιστικῶν σχηματισμῶν τοῦ στρατηγοῦ Ἄντερς, ποὺ βρίσκονται στὴ Μεγάλη Βρετανία καὶ στὴν Ἰταλία. Ἡ διακοίνωση τονίζει ὅτι οἱ σχηματισμοὶ αὐτοὶ ἀποτελοῦν ἑστία ἀντιδημοκρατικῆς δράσεως ἐναντίον τῆς νέας Πολωνίας. — [1015, 733, 1175, 772]
tanks-head-1: ΤΑ ΑΓΓΛΙΚΑ ΣΤΡΑΤΕΥΜΑΤΑ — [1262, 1933, 1470, 1949]
ekloges-sov-rule — [1195, 1103, 1538, 1104]
egypt-text: Ν. ΥΟΡΚΗ, 14. (Ἰδ. ὑπ.). — Οἱ διαδηλώσεις στὸ Κάιρο καὶ στὴν Ἀλεξάνδρεια συνεχίζονται. Οἱ φοιτητὲς καὶ οἱ ἐργάτες ζητᾶνε τὴν ἀποχώρηση τῶν βρετανικῶν στρατευμάτων καὶ τὴν κατάργηση τῆς συνθήκης τοῦ 1936. — [1195, 967, 1358, 993]
katastrofes-head: ΚΑΤΑΣΤΡΟΦΕΣ ΚΑΙ ΑΝΟΙΚΟΔΟΜΗΣΗ — [661, 651, 997, 670]
lead-headline-block — [62, 86, 631, 170]
argo-head: Ο ΛΑΡΓΚΟ ΚΑΜΠΑΛΛΕΡΟ — [1015, 1186, 1175, 1199]
ypodoxi-head: Η «ΥΠΟΔΟΧΗ» ΤΟΥ ΒΑΘΗ ΣΤΗ ΔΗΜΟΚΡΑΤΙΚΗ ΜΥΤΙΛΗΝΗ — [661, 877, 821, 899]
symmaxia-head: ΣΥΝΟΜΙΛΙΑ ΤΟΥ ΡΟΝΤΙΟΝΙΦ ΜΕ ΤΟΝ κ. ΠΡΩΘΥΠΟΥΡΓΟ — [366, 713, 613, 723]
diavitis-text: Γράφει ἡ ἐφημερίδα τῶν μοναρχικῶν ὅτι οἱ ἐκλογὲς θὰ γίνουν ὁπωσδήποτε τὴν 31η Μαρτίου. Κανεὶς ὅμως δὲν πιστεύει ὅτι μὲ τὸ σημερινὸ καθεστὼς τῆς τρομοκρατίας μποροῦν νὰ γίνουν ἐλεύθερες ἐκλογές. — [348, 1093, 631, 1107]
xoroi-head: ΧΟΡΟΙ — [1007, 2115, 1175, 2128]
masthead-rule — [58, 74, 1540, 76]
egypt-rule — [1195, 961, 1538, 962]
katastrofes-text: Ὁ ὑφυπουργὸς τῆς Ἀνοικοδομήσεως κ. Δοξιάδης ἔκανε χθὲς στοὺς δημοσιογράφους ἐκτενεῖς ἀνακοινώσεις γιὰ τὸ ἔργο τῆς ἀνοικοδομήσεως. Εἶπε μεταξὺ ἄλλων ὅτι κατεστράφησαν ὁλοσχερῶς 110.000 οἰκοδομὲς καὶ ὑπέστησαν σοβαρὲς ζημιὲς ἄλλες 200.000. Οἱ ἄστεγοι ἀνέρχονται σὲ 1.200.000. Τὰ χωριὰ ποὺ κάηκαν ὁλοκληρωτικὰ ἀνέρχονται σὲ 1.770 καὶ οἱ κάτοικοί τους ζοῦν σὲ ἄθλιες συνθῆκες. Γιὰ τὴν ἀποκατάσταση χρειάζονται 3.500 δισεκατομμύρια δραχμές, ποσὸ ποὺ ὑπερβαίνει κατὰ πολὺ τὶς δυνατότητες τοῦ προϋπολογισμοῦ. — [661, 709, 821, 774]
vazoun-head: ΒΑΖΟΥΝ ΧΕΡΙ ΣΤΟΥΣ ΣΥΝΕΤΑΙΡΙΣΜΟΥΣ — [497, 1906, 631, 1927]
giosos-text: ΛΟΝΔΙΝΟ, 14. (Ἰδ. ὑπ.). — Ὁ βουλευτὴς Ράντολφ Τσῶρτσιλ ἐκφώνησε λόγο στὴ Βουλὴ μὲ τὸν ὁποῖο ὑπεραμύνθηκε τοῦ καθεστῶτος τοῦ Φράνκο, χαρακτηρίζοντάς το «φραγμὸ κατὰ τοῦ κομμουνισμοῦ». Ὁ λόγος του προκάλεσε ζωηρὲς ἀντιδράσεις στὶς τάξεις τῶν ἐργατικῶν βουλευτῶν. — [1195, 1548, 1358, 1574]
kinimata-head: ΚΙΝΗΜΑΤΟΓΡΑΦΟΙ — [1007, 1939, 1175, 1952]
poloniki-rule — [1015, 727, 1175, 728]
dimokratikoi-head-2: ΚΑΤΑΔΙΚΑΖΟΝΤΑΙ ΑΠΟ ΤΑ ΣΤΡΑΤΟΔΙΚΕΙΑ — [723, 399, 937, 411]
anak-head: ΑΝΑΚΟΙΝΩΣΕΙΣ ΤΟΥ ΥΦΥΠΟΥΡΓΟΥ Κ. ΔΟΞΙΑΔΗ — [724, 683, 934, 693]
filarmoniki-text: Ἡ Μανδολινάτα Πατρῶν μὲ διευθυντὴ τὸν μαέστρο Ν. Δημητρακόπουλο ἔδωσε συναυλία στὸ Δημοτικὸ Θέατρο. Τὸ πρόγραμμα περιλάμβανε ἔργα Ἑλλήνων καὶ ξένων συνθετῶν. — [833, 2055, 989, 2074]
alla-text-1: ΘΕΣΣΑΛΟΝΙΚΗ, 14. — Καινούργια κύματα τρομοκρατίας ξέσπασαν στὰ χωριὰ τῆς Κεντρικῆς Μακεδονίας. Συμμορῖτες ἐπιτέθηκαν τὴ νύχτα ἐναντίον εἰρηνικῶν κατοίκων, λεηλάτησαν σπίτια καὶ κακοποίησαν γυναῖκες καὶ παιδιά. Στὸ χωριὸ Ἀξιούπολη δολοφονήθηκαν τέσσερις δημοκρατικοὶ πολίτες, ἐνῶ οἱ ἀρχὲς ἀρνοῦνται νὰ ἐπέμβουν. Οἱ κάτοικοι ἐγκαταλείπουν τὰ σπίτια τους καὶ καταφεύγουν στὰ γύρω χωριά. Ἡ ΕΑΜικὴ ὀργάνωση τῆς περιοχῆς ἀπέστειλε διαμαρτυρία πρὸς τὶς ἀρχές, ζητώντας τὴν ἄμεση ἐπέμβαση. — [62, 561, 334, 597]
argo-text: ΠΑΡΙΣΙ, 14. (Ἰδ. ὑπ.). — Ὁ παλαίμαχος ἡγέτης τῶν ἱσπανῶν σοσιαλιστῶν Λάργκο Καμπαλλέρο δήλωσε ὅτι ὅλες οἱ δημοκρατικὲς δυνάμεις πρέπει νὰ ἑνωθοῦν γιὰ τὴν ἀνατροπὴ τοῦ Φράνκο. — [1015, 1210, 1175, 1229]
lead-headline-1: ΔΕΝ ΑΠΟΚΛΕΙΕΤΑΙ ΣΥΝΕΡΓΑΣΙΑ ΚΕΝΤΡΟΥ — [74, 86, 619, 113]
ethniki-title-2: ΑΝΤΙΣΤΑΣΗ — [865, 1933, 965, 1953]
aroutes-text: Συνέχεια ἀπὸ τὴν 1η σελίδα — οἱ ἀγρότες ζητᾶνε τὴ διαγραφὴ τῶν χρεῶν, τὴ χορήγηση λιπασμάτων καὶ τὴν προστασία τῆς παραγωγῆς τους. Χιλιάδες ἀγρότες συγκεντρώθηκαν στὴν πλατεία καὶ ψήφισαν ὁμόφωνα τὸ ψήφισμα πρὸς τὴν κυβέρνηση. — [348, 1758, 481, 1794]
ekloges-sov-text-2: ΜΟΣΧΑ, 14. (Ἰδ. ὑπ.). — Ἡ Κεντρικὴ Ἐκλογικὴ Ἐπιτροπὴ ἀνακοίνωσε τὰ τελικὰ ἀποτελέσματα τῶν ἐκλογῶν γιὰ τὸ Ἀνώτατο Σοβιέτ. Ψήφισε τὸ 99,7% τῶν ἐγγεγραμμένων ἐκλογέων. Τὸ μπλὸκ τῶν κομμουνιστῶν καὶ τῶν ἀκομματίστων συγκέντρωσε τὸ 99,2% τῶν ψήφων γιὰ τὸ Σοβιὲτ τῆς Ἑνώσεως καὶ 99,1% γιὰ τὸ Σοβιὲτ τῶν Ἐθνοτήτων. — [1374, 1109, 1538, 1141]
syllogos-head: ΣΥΛΛΟΓΟΣ ΦΟΙΤΗΤΩΝ — [1007, 2223, 1175, 2236]
dateline: Ἀθήνα, Παρασκευή 15 Φλεβάρη 1946 — [1309, 53, 1540, 69]
katigoro-text: ΛΟΝΔΙΝΟ 14 (Ἰδ. ὑπ.). — Ὁ Ρῶσος κατηγορούμενος εἰς τὸ Ντίρνμπεργκ ἀνέπτυξε 1000 βυτινά σύντομον μεταδιδόμενα στοιχεῖα γιὰ τὰ ἐγκλήματα τῶν Γερμανῶν στὴν Ἑλλάδα. Ἀνέφερε τὶς σφαγὲς τοῦ Διστόμου, τῶν Καλαβρύτων, τοῦ Κομμένου καὶ τῆς Κλεισούρας, καθὼς καὶ τὴν ὁλοκληρωτικὴ καταστροφὴ ἑκατοντάδων χωριῶν. — [1195, 1366, 1358, 1398]
apofaseis-rule — [62, 1204, 334, 1205]
tanks-text-2: Ν. ΥΟΡΚΗ, 14. (Ἰδ. ὑπ.). — Τηλεγραφοῦν ἀπὸ τὸ Δελχὶ ὅτι τὰ βρετανικὰ στρατεύματα χρησιμοποίησαν ἅρματα μάχης καὶ πυροβολικὸ ἐναντίον τῶν διαδηλωτῶν στὴ Βομβάη καὶ στὴν Καλκούτα. Οἱ νεκροὶ ὑπερβαίνουν τοὺς ἑκατό. Ὁ ἰνδικὸς λαὸς ζητάει τὴν ἄμεση ἀνεξαρτησία τῆς χώρας του. — [1374, 2015, 1538, 2041]
alla-text-2: ΠΑΤΡΑ, 14. — Στὴν Κατοχὴ καὶ στὰ γύρω χωριὰ οἱ δολοφονίες συνεχίζονται. Οἱ ἐργάτες καὶ οἱ ἀγρότες τῆς περιοχῆς κήρυξαν ἀπεργία διαμαρτυρίας ζητώντας τὴ διάλυση τῶν συμμοριῶν καὶ τὴν προστασία τῆς ζωῆς τους. — [348, 561, 631, 575]
diori-headline-2: Σ' ΟΛΟΚΛΗΡΗ ΤΗΝ ΕΛΛΑΔΑ — [91, 1390, 305, 1407]
apofaseis-text: Οἱ ἀντιπρόσωποι τῶν ναυτεργατικῶν σωματείων συνῆλθαν χθὲς σὲ σύσκεψη καὶ ἀποφάσισαν τὴν ἑνοποίηση ὅλων τῶν κλάδων. Ἡ ἀπόφαση χαιρετίστηκε μὲ ἐνθουσιασμὸ ἀπὸ τοὺς ναυτεργάτες, οἱ ὁποῖοι ζητᾶνε αὔξηση τῶν μισθῶν, ἐφαρμογὴ τῆς συλλογικῆς σύμβασης καὶ ἀσφάλιση τῶν οἰκογενειῶν τους. Ἡ νέα ἑνιαία ὀργάνωση θὰ ἐκπροσωπεῖ πάνω ἀπὸ σαράντα χιλιάδες ναυτεργάτες. — [62, 1210, 334, 1238]
dimokratikoi-head-3: ΓΙΑΤΙ ΔΙΑΒΑΖΑΝ... «ΡΙΖΟΣΠΑΣΤΗ»!! — [739, 412, 921, 424]
varvari-rule — [62, 969, 334, 970]
apofaseis-top-rule — [62, 1162, 334, 1164]
giosos-text-2: ΛΟΝΔΙΝΟ, 14. (Ἰδ. ὑπ.). — Ὁ βουλευτὴς Ράντολφ Τσῶρτσιλ ἐκφώνησε λόγο στὴ Βουλὴ μὲ τὸν ὁποῖο ὑπεραμύνθηκε τοῦ καθεστῶτος τοῦ Φράνκο, χαρακτηρίζοντάς το «φραγμὸ κατὰ τοῦ κομμουνισμοῦ». Ὁ λόγος του προκάλεσε ζωηρὲς ἀντιδράσεις στὶς τάξεις τῶν ἐργατικῶν βουλευτῶν. — [1374, 1548, 1538, 1574]
tanks-head-3: ΙΝΔΩΝ ΤΑΝΚΣ ΚΑΙ ΠΥΡΟΒΟΛΙΚΟ — [1240, 1970, 1492, 1987]
diori-top-rule — [62, 1366, 334, 1368]
apofaseis-headline-1: ΑΠΟΦΑΣΕΙΣ ΓΙΑ ΤΗΝ ΕΝΟΠΟΙΗΣΗ — [93, 1167, 303, 1181]
kafka-sub: ΟΙ ΚΡΑΤΙΚΕΣ ΕΙΣΑΓΩΓΕΣ — [142, 753, 254, 763]
theamata-overflow: ΑΛΙΚΗΣ: Ἀπόψε μεγάλη ἀπογευματινὴ καὶ βραδινὴ παράσταση. — ΚΟΤΟΠΟΥΛΗ: Τὰ συναξάρια. — ΠΑΡΚ: «Ἡ γυναίκα τοῦ Μηνᾶ». — ΡΕΞ: Ἀπόψε στὶς 6 καὶ 9. — ΠΑΛΛΑΣ: «Καζαμπλάνκα». — ΑΤΤΙΚΟΝ: «Ἡ μεγάλη παρέλαση». — ΤΙΤΑΝΙΑ: Μπαλέτο. — ΑΠΟΛΛΩΝ: «Ἡ χαμένη μελωδία». — ΑΣΤΥ: Πολεμικὰ ἐπίκαιρα. — ΟΛΥΜΠΙΑ: Συμφωνικὴ συναυλία. — ΣΠΛΕΝΤΙΤ: «Ὁ γιὸς τοῦ λαοῦ». — [661, 2103, 817, 2142]
newspaper-sheet — [48, 28, 1550, 2265]
prosfygi-text: ΛΟΝΔΙΝΟ, 14. (Ἰδ. ὑπ.). — Τὸ Συμβούλιο Ἀσφαλείας συζήτησε σήμερα τὴν προσφυγὴ τῆς Συρίας καὶ τοῦ Λιβάνου γιὰ τὴν ἀποχώρηση τῶν ξένων στρατευμάτων ἀπὸ τὰ ἐδάφη τους. Οἱ ἀντιπρόσωποι τῶν δύο χωρῶν ὑποστήριξαν ὅτι ἡ παραμονὴ ξένων στρατευμάτων ἀποτελεῖ προσβολὴ τῆς ἐθνικῆς τους κυριαρχίας. Οἱ ἀντιπρόσωποι τῆς Γαλλίας καὶ τῆς Ἀγγλίας δήλωσαν ὅτι τὰ στρατεύματά τους θὰ ἀποχωρήσουν μόλις ἐπιτευχθεῖ συμφωνία. — [1195, 705, 1358, 750]
diavitis-head: «ΔΙΑΒΗΤΗΣ» ΕΚΛΟΓΕΣ ! — [348, 1075, 631, 1088]
